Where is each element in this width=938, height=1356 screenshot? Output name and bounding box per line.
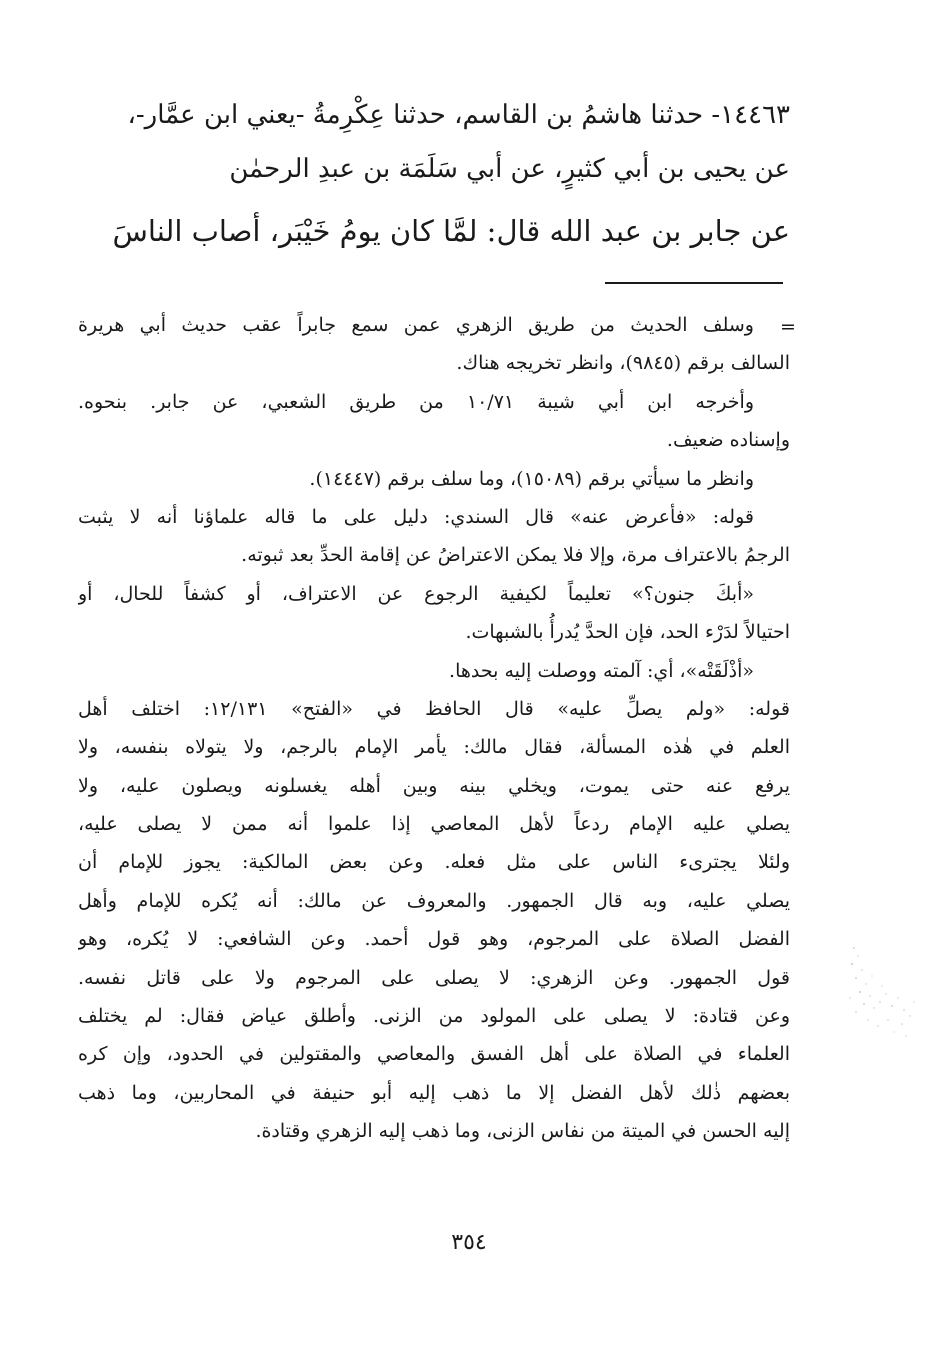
hadith-line: ١٤٤٦٣- حدثنا هاشمُ بن القاسم، حدثنا عِكْرِمةُ -يعني ابن عمَّار-، — [127, 100, 790, 130]
footnote-line: بعضهم ذٰلك لأهل الفضل إلا ما ذهب إليه أبو حنيفة في المحاربين، وما ذهب — [78, 1081, 790, 1104]
footnote-line: ولئلا يجترىء الناس على مثل فعله. وعن بعض المالكية: يجوز للإمام أن — [78, 851, 790, 874]
footnote-line: وعن قتادة: لا يصلى على المولود من الزنى. وأطلق عياض فقال: لم يختلف — [78, 1005, 790, 1028]
hadith-line: عن جابر بن عبد الله قال: لمَّا كان يومُ خَيْبَر، أصاب الناسَ — [112, 214, 790, 248]
footnote-separator — [605, 282, 783, 284]
footnote-line: قوله: «ولم يصلِّ عليه» قال الحافظ في «الفتح» ١٢/١٣١: اختلف أهل — [78, 697, 790, 720]
footnote-line: العلم في هٰذه المسألة، فقال مالك: يأمر الإمام بالرجم، ولا يتولاه بنفسه، ولا — [78, 736, 790, 759]
footnote-line: قوله: «فأعرض عنه» قال السندي: دليل على ما قاله علماؤنا أنه لا يثبت — [78, 505, 754, 528]
hadith-line: عن يحيى بن أبي كثيرٍ، عن أبي سَلَمَة بن عبدِ الرحمٰن — [229, 154, 790, 184]
footnote-line: يرفع عنه حتى يموت، ويخلي بينه وبين أهله يغسلونه ويصلون عليه، ولا — [78, 774, 790, 797]
footnote-line: وأخرجه ابن أبي شيبة ١٠/٧١ من طريق الشعبي، عن جابر. بنحوه. — [78, 390, 754, 413]
footnote-line: «أذْلَقَتْه»، أي: آلمته ووصلت إليه بحدها. — [449, 659, 754, 682]
footnote-line: قول الجمهور. وعن الزهري: لا يصلى على المرجوم ولا على قاتل نفسه. — [78, 966, 790, 989]
footnote-line: وإسناده ضعيف. — [666, 429, 790, 452]
footnote-line: يصلي عليه، وبه قال الجمهور. والمعروف عن مالك: أنه يُكره للإمام وأهل — [78, 889, 790, 912]
footnote-line: السالف برقم (٩٨٤٥)، وانظر تخريجه هناك. — [456, 352, 790, 375]
scan-speckle — [844, 936, 924, 1046]
page-number: ٣٥٤ — [451, 1230, 487, 1255]
hadith-main-text — [78, 88, 790, 266]
footnote-line: وسلف الحديث من طريق الزهري عمن سمع جابراً عقب حديث أبي هريرة — [78, 314, 754, 336]
footnote-line: «أبكَ جنون؟» تعليماً لكيفية الرجوع عن الاعتراف، أو كشفاً للحال، أو — [78, 582, 754, 605]
footnote-line: العلماء في الصلاة على أهل الفسق والمعاصي والمقتولين في الحدود، وإن كره — [78, 1043, 790, 1066]
footnotes-block — [78, 306, 790, 1151]
footnote-line: يصلي عليه الإمام ردعاً لأهل المعاصي إذا علموا أنه ممن لا يصلى عليه، — [78, 813, 790, 836]
footnote-line: الرجمُ بالاعتراف مرة، وإلا فلا يمكن الاعتراضُ عن إقامة الحدِّ بعد ثبوته. — [241, 544, 790, 567]
footnote-line: الفضل الصلاة على المرجوم، وهو قول أحمد. وعن الشافعي: لا يُكره، وهو — [78, 928, 790, 951]
footnote-line: احتيالاً لدَرْء الحد، فإن الحدَّ يُدرأُ بالشبهات. — [465, 621, 790, 644]
footnote-line: إليه الحسن في الميتة من نفاس الزنى، وما ذهب إليه الزهري وقتادة. — [255, 1120, 790, 1143]
footnote-line: وانظر ما سيأتي برقم (١٥٠٨٩)، وما سلف برقم (١٤٤٤٧). — [309, 467, 754, 490]
footnote-continuation-mark: = — [780, 316, 796, 338]
